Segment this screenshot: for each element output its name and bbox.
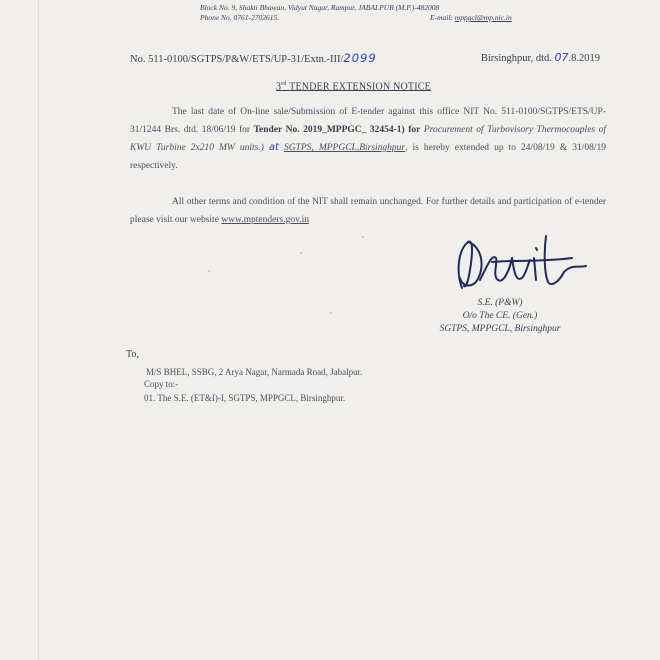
notice-paragraph-2 [130,193,606,229]
title-text: TENDER EXTENSION NOTICE [289,81,431,93]
copy-to-label: Copy to:- [144,379,179,389]
letterhead-email [430,13,512,23]
date-prefix: Birsinghpur, dtd. [480,53,552,64]
email-label: E-mail: [430,13,453,22]
paper-speck [300,252,302,254]
reference-date [481,51,600,64]
handwritten-day: 07 [554,51,569,64]
margin-line [38,0,39,660]
letterhead-phone: Phone No. 0761-2702615. [200,13,280,22]
title-ordinal-suffix: rd [281,81,287,87]
paragraph1-intro: The last date of On-line sale/Submission of E-tender against this office NIT No. 511-0100/SGTPS/ETS/UP-31/1244 Brs. dtd. 18/06/19 for [130,107,606,135]
signatory-block [400,297,600,336]
paragraph1-handwritten-at: at [268,142,279,153]
signatory-line-3: SGTPS, MPPGCL, Birsinghpur [439,324,561,334]
paragraph2-text: All other terms and condition of the NIT shall remain unchanged. For further details and participation of e-tender please visit our website [130,197,606,225]
notice-title [276,81,431,92]
signatory-line-1: S.E. (P&W) [477,298,523,308]
paper-speck [330,312,332,314]
paragraph1-tender-no: Tender No. 2019_MPPGC_ 32454-1) for [253,125,421,135]
date-suffix: .8.2019 [568,53,600,64]
addressee: M/S BHEL, SSBG, 2 Arya Nagar, Narmada Road, Jabalpur. [146,367,363,377]
email-address: mppgcl@mp.nic.in [454,13,512,22]
signatory-line-2: O/o The CE. (Gen.) [462,311,538,321]
paragraph1-procurement: Procurement of Turbovisory Thermocouples of KWU Turbine 2x210 MW units.) [130,125,607,153]
handwritten-signature [452,228,602,298]
paper-speck [208,270,210,272]
letterhead-address: Block No. 9, Shakti Bhawan, Vidyut Nagar, Rampur, JABALPUR (M.P.)-482008 [200,3,440,12]
reference-line [130,51,600,65]
paragraph1-extension: , is hereby extended up to 24/08/19 & 31/08/19 respectively. [130,143,607,171]
handwritten-reference-number: 2099 [343,51,377,65]
paragraph1-location: SGTPS, MPPGCL,Birsinghpur [283,143,406,153]
paper-speck [362,236,364,238]
reference-number: No. 511-0100/SGTPS/P&W/ETS/UP-31/Extn.-III/ [130,54,344,65]
notice-paragraph-1 [130,103,606,175]
copy-to-item: 01. The S.E. (ET&I)-I, SGTPS, MPPGCL, Birsinghpur. [144,393,346,403]
title-ordinal: 3 [276,81,282,93]
tender-website-link[interactable]: www.mptenders.gov.in [221,215,309,225]
to-label: To, [126,349,139,360]
